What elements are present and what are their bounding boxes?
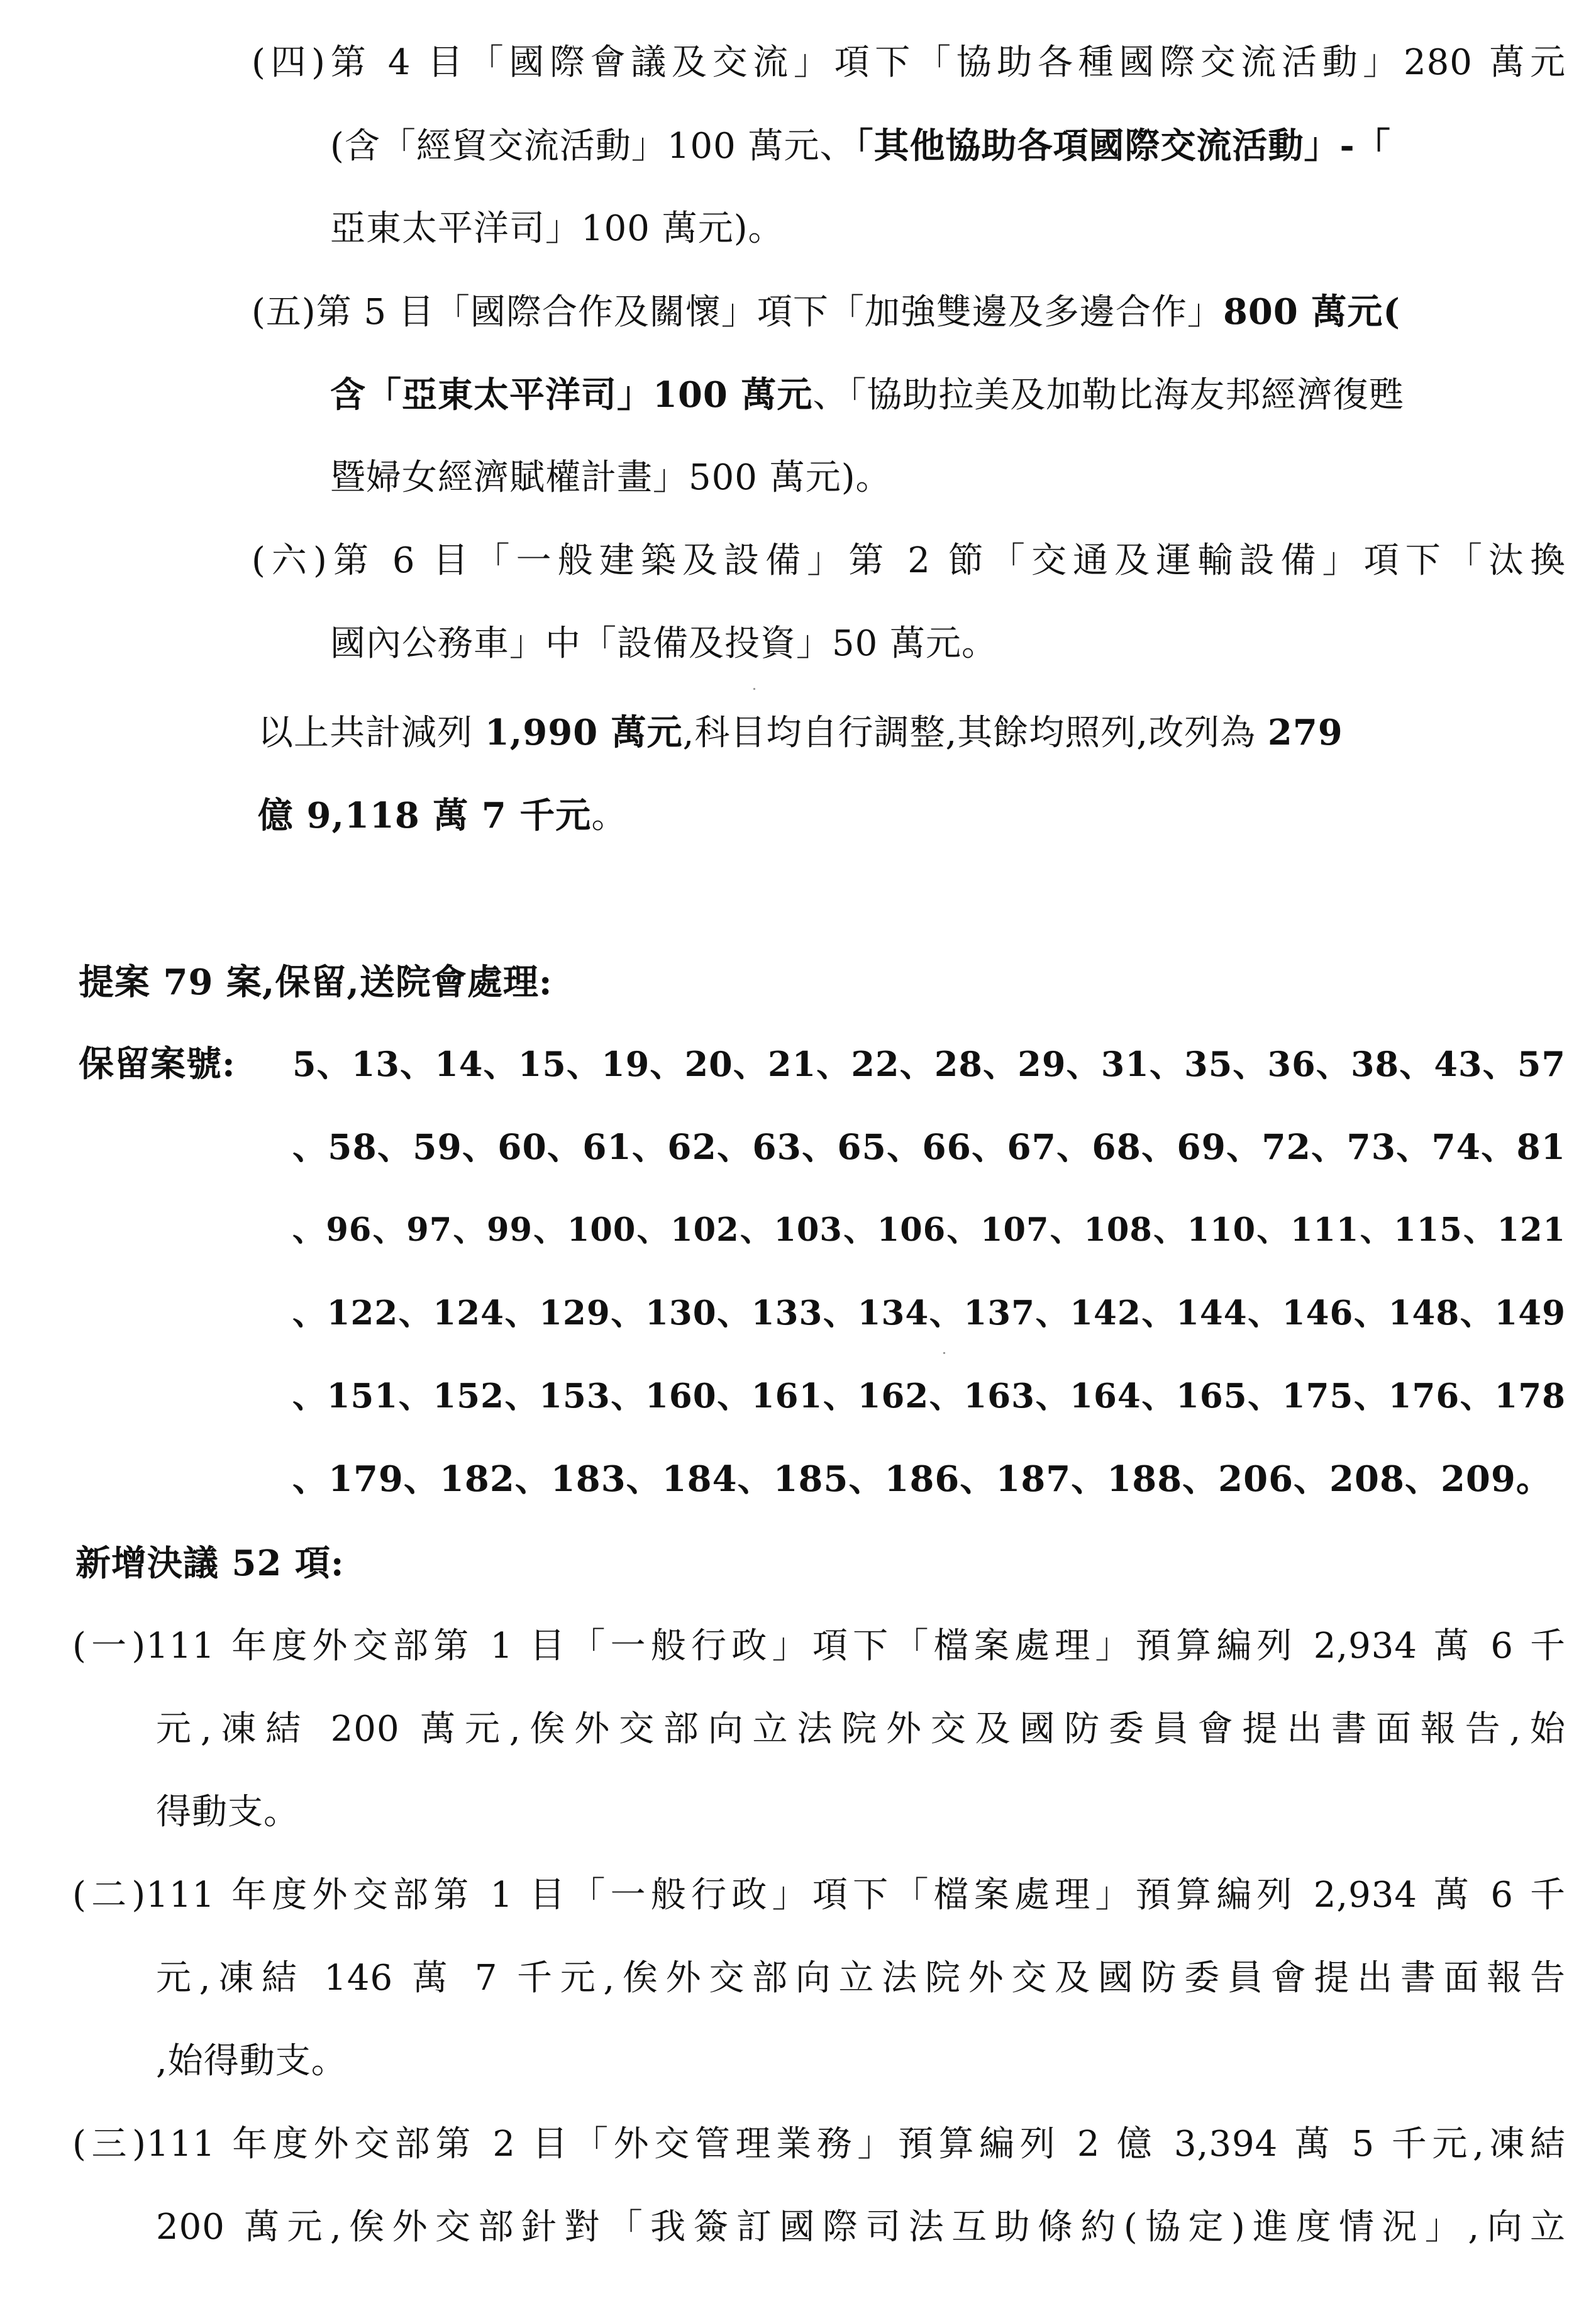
scan-speck	[943, 1352, 945, 1354]
summary-text-2: ,科目均自行調整,其餘均照列,改列為	[682, 713, 1268, 753]
item-6-line-1: (六)第 6 目「一般建築及設備」第 2 節「交通及運輸設備」項下「汰換	[252, 540, 1566, 581]
item-5-line-2	[330, 370, 1566, 420]
scan-speck	[753, 688, 755, 690]
resolution-1-line-3: 得動支。	[156, 1792, 299, 1833]
reserved-numbers-line-6: 、179、182、183、184、185、186、187、188、206、208、209。	[292, 1458, 1552, 1500]
summary-total-part-1: 279	[1267, 712, 1343, 753]
resolution-2-line-2: 元,凍結 146 萬 7 千元,俟外交部向立法院外交及國防委員會提出書面報告	[156, 1958, 1566, 1999]
item-5-line-3: 暨婦女經濟賦權計畫」500 萬元)。	[330, 457, 892, 498]
item-5-line-1-bold: 800 萬元(	[1222, 291, 1400, 333]
resolution-1-line-1: (一)111 年度外交部第 1 目「一般行政」項下「檔案處理」預算編列 2,934 萬 6 千	[72, 1626, 1566, 1666]
summary-reduction: 1,990 萬元	[484, 712, 683, 753]
summary-text-1: 以上共計減列	[258, 713, 485, 753]
reserved-numbers-line-3: 、96、97、99、100、102、103、106、107、108、110、111、115、121	[292, 1211, 1566, 1249]
summary-line-1	[258, 707, 1566, 758]
summary-total-part-2: 億 9,118 萬 7 千元	[258, 795, 592, 836]
resolutions-heading: 新增決議 52 項:	[75, 1543, 345, 1584]
reserved-label: 保留案號:	[79, 1043, 236, 1085]
item-6-line-2: 國內公務車」中「設備及投資」50 萬元。	[330, 623, 998, 664]
resolution-2-line-3: ,始得動支。	[156, 2041, 347, 2082]
resolution-3-line-1: (三)111 年度外交部第 2 目「外交管理業務」預算編列 2 億 3,394 萬 5 千元,凍結	[72, 2124, 1566, 2165]
item-5-line-1	[252, 287, 1566, 337]
resolution-2-line-1: (二)111 年度外交部第 1 目「一般行政」項下「檔案處理」預算編列 2,934 萬 6 千	[72, 1875, 1566, 1916]
item-5-line-2-normal: 、「協助拉美及加勒比海友邦經濟復甦	[812, 375, 1405, 416]
item-4-line-1: (四)第 4 目「國際會議及交流」項下「協助各種國際交流活動」280 萬元	[252, 42, 1566, 83]
reserved-numbers-line-4: 、122、124、129、130、133、134、137、142、144、146、148、149	[292, 1294, 1566, 1333]
item-5-line-1-normal: (五)第 5 目「國際合作及關懷」項下「加強雙邊及多邊合作」	[252, 292, 1223, 333]
item-4-line-3: 亞東太平洋司」100 萬元)。	[330, 208, 784, 249]
reserved-numbers-line-2: 、58、59、60、61、62、63、65、66、67、68、69、72、73、74、81	[292, 1126, 1566, 1167]
item-4-line-2-bold: 「其他協助各項國際交流活動」-「	[855, 125, 1391, 167]
reserved-numbers-line-5: 、151、152、153、160、161、162、163、164、165、175、176、178	[292, 1377, 1566, 1416]
reserved-numbers-line-1: 5、13、14、15、19、20、21、22、28、29、31、35、36、38、43、57	[292, 1044, 1566, 1084]
summary-line-2	[258, 790, 1566, 841]
summary-end: 。	[591, 796, 628, 836]
reserved-heading: 提案 79 案,保留,送院會處理:	[79, 962, 553, 1003]
resolution-1-line-2: 元,凍結 200 萬元,俟外交部向立法院外交及國防委員會提出書面報告,始	[156, 1709, 1566, 1750]
item-5-line-2-bold: 含「亞東太平洋司」100 萬元	[330, 374, 813, 416]
resolution-3-line-2: 200 萬元,俟外交部針對「我簽訂國際司法互助條約(協定)進度情況」,向立	[156, 2207, 1566, 2248]
item-4-line-2-normal: (含「經貿交流活動」100 萬元、	[330, 126, 856, 167]
item-4-line-2	[330, 121, 1566, 171]
